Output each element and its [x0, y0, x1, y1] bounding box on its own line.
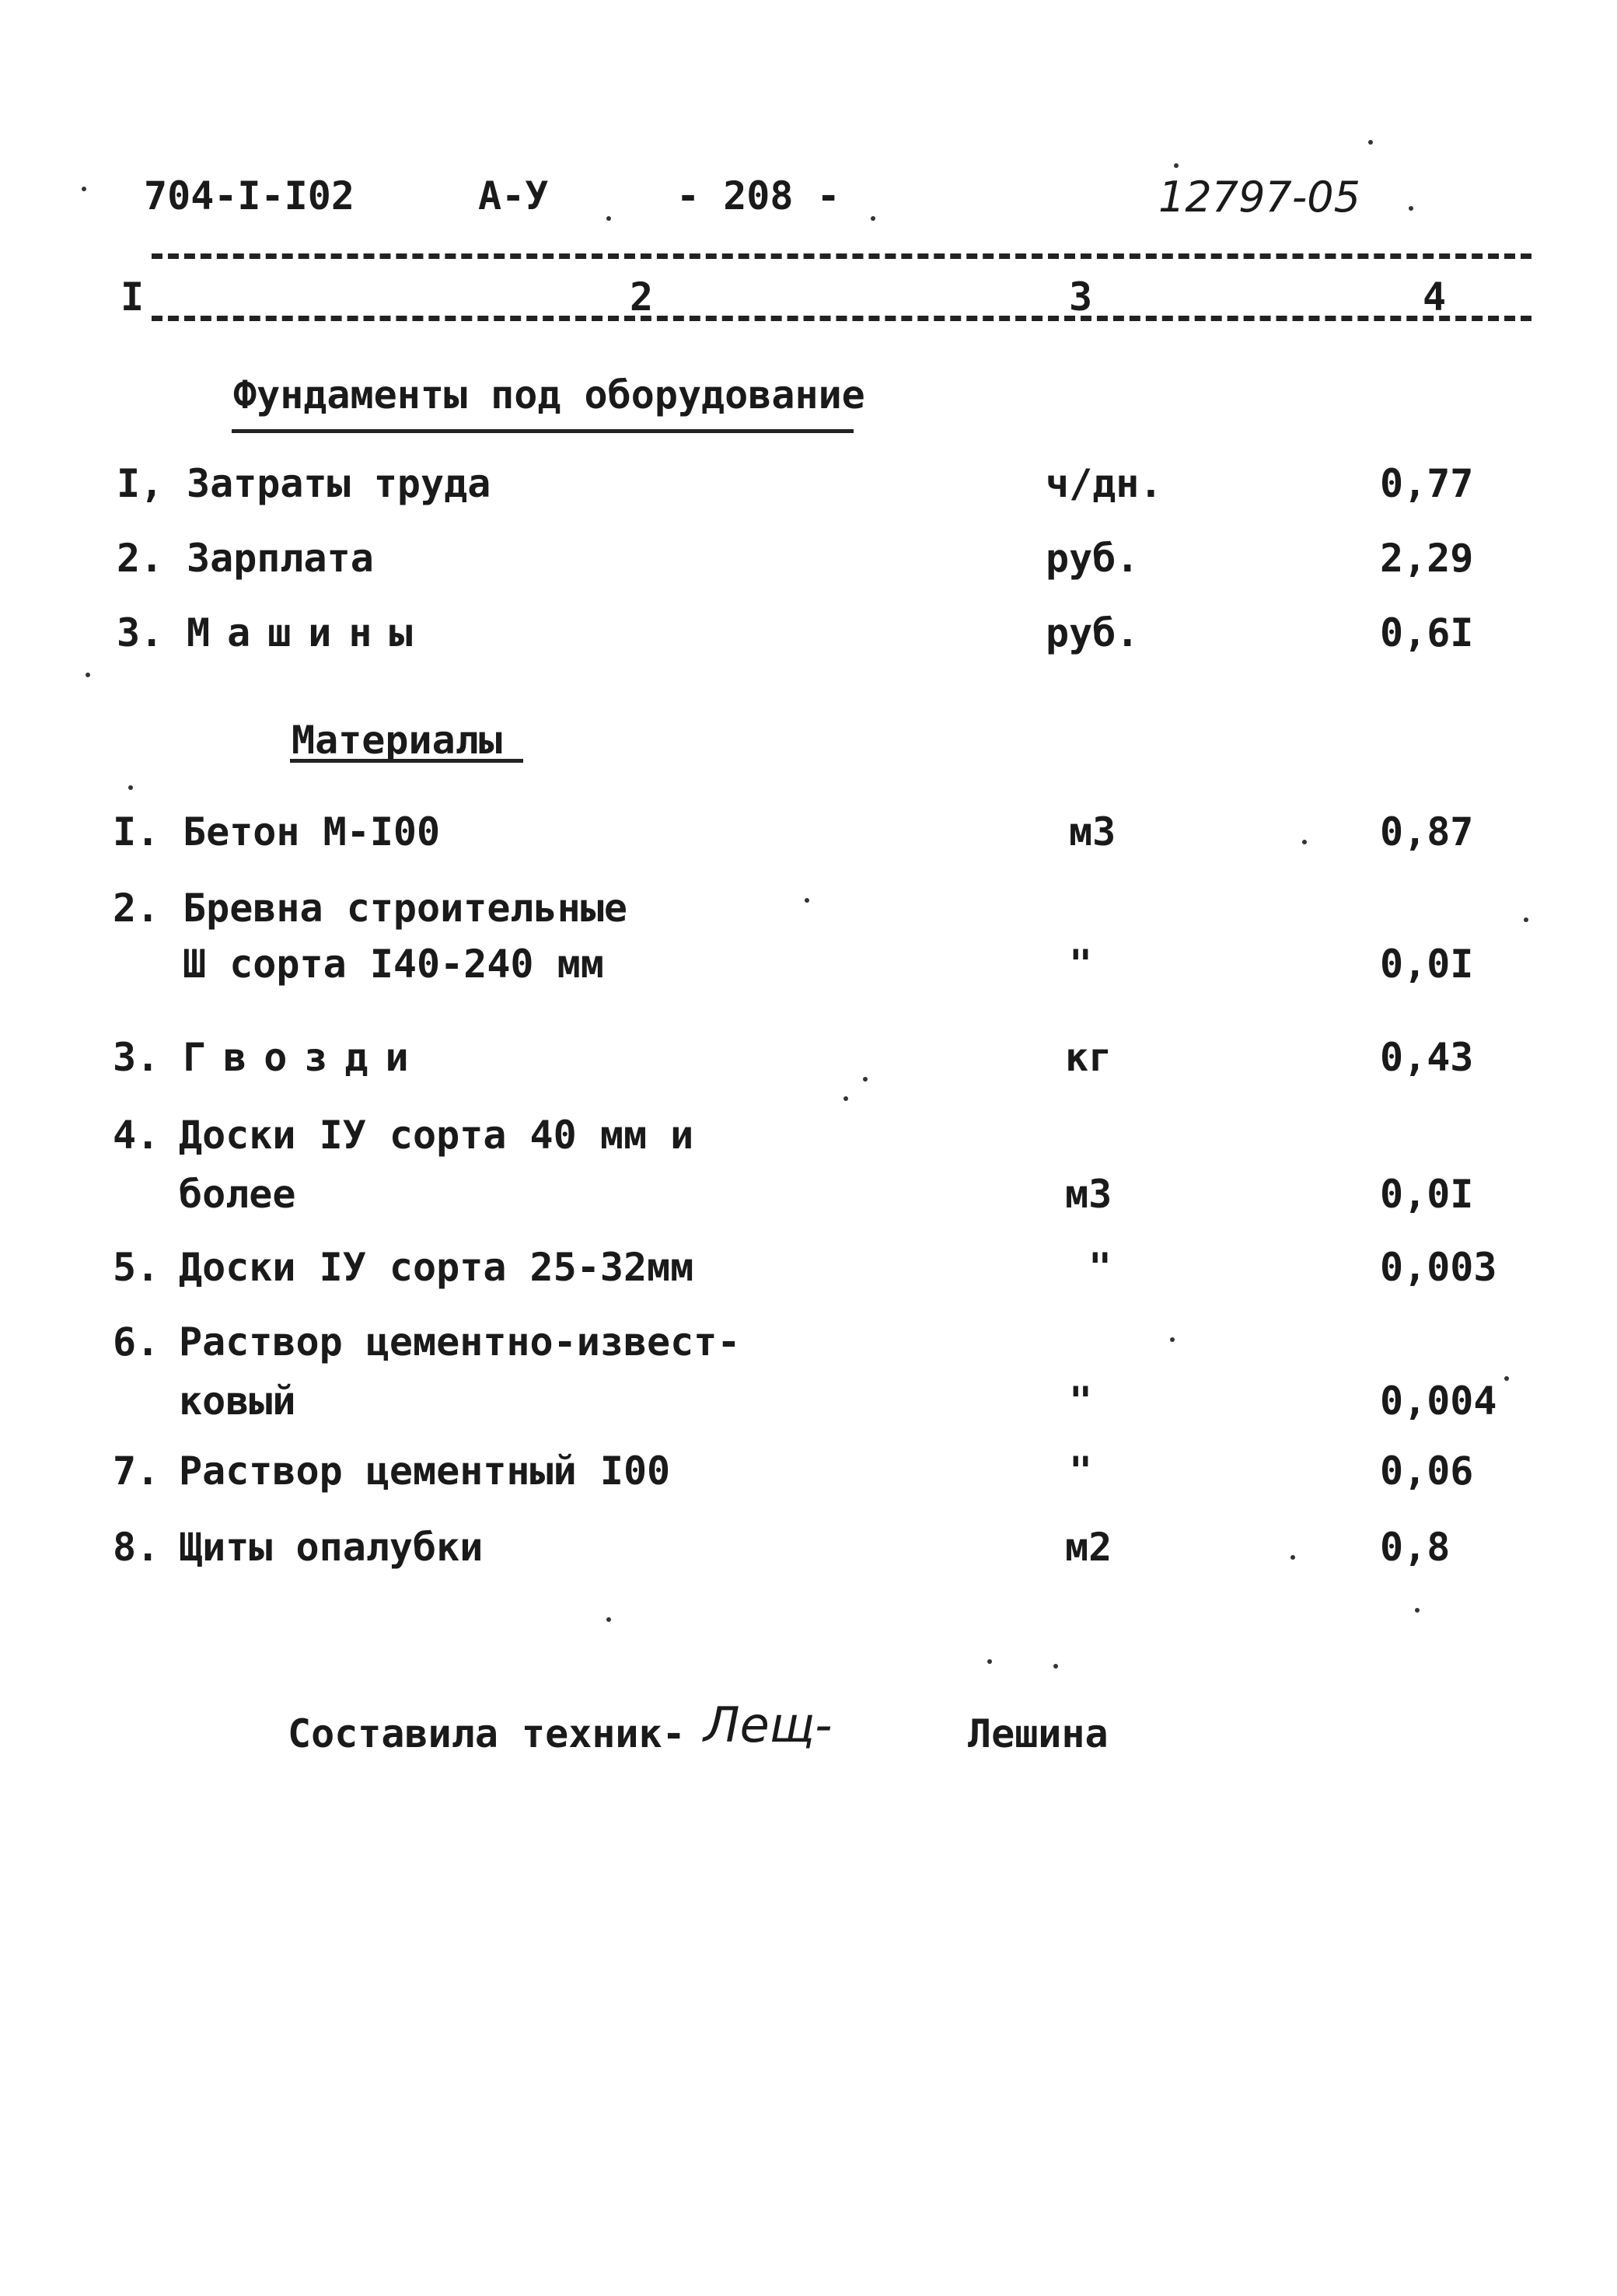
row-name: Доски IУ сорта 25-32мм — [179, 1245, 694, 1290]
row-name-continuation: ковый — [179, 1379, 296, 1424]
column-number-1: I — [120, 274, 145, 320]
row-unit: " — [1069, 1449, 1093, 1494]
row-value: 0,87 — [1380, 809, 1474, 854]
row-value: 0,003 — [1380, 1245, 1497, 1290]
handwritten-signature: Лещ- — [704, 1697, 833, 1753]
row-name: Доски IУ сорта 40 мм и — [179, 1113, 694, 1158]
row-unit: руб. — [1046, 610, 1140, 655]
section-title-underline — [290, 759, 523, 763]
row-name-continuation: Ш сорта I40-240 мм — [183, 942, 604, 987]
row-unit: ч/дн. — [1046, 461, 1163, 506]
row-name: Гвозди — [183, 1035, 426, 1080]
row-number: 7. — [113, 1449, 160, 1494]
row-name: Щиты опалубки — [179, 1525, 484, 1570]
row-name: Раствор цементно-извест- — [179, 1319, 741, 1365]
row-value: 0,004 — [1380, 1379, 1497, 1424]
section-title-foundations: Фундаменты под оборудование — [233, 372, 865, 418]
column-number-3: 3 — [1069, 274, 1093, 320]
row-unit: " — [1069, 1379, 1093, 1424]
row-value: 0,0I — [1380, 942, 1474, 987]
row-unit: руб. — [1046, 536, 1140, 581]
row-value: 0,43 — [1380, 1035, 1474, 1080]
row-value: 0,06 — [1380, 1449, 1474, 1494]
column-number-4: 4 — [1423, 274, 1447, 320]
row-number: 8. — [113, 1525, 160, 1570]
row-unit: м2 — [1065, 1525, 1112, 1570]
row-name-continuation: более — [179, 1172, 296, 1217]
row-value: 0,77 — [1380, 461, 1474, 506]
row-unit: " — [1069, 942, 1093, 987]
row-name: Зарплата — [187, 536, 374, 581]
page-number: - 208 - — [676, 173, 840, 218]
row-value: 2,29 — [1380, 536, 1474, 581]
row-name: Раствор цементный I00 — [179, 1449, 671, 1494]
row-number: 4. — [113, 1113, 160, 1158]
document-code: 704-I-I02 — [144, 173, 354, 218]
row-number: 3. — [117, 610, 164, 655]
row-number: 2. — [117, 536, 164, 581]
row-name: Бревна строительные — [183, 886, 627, 931]
section-title-materials: Материалы — [292, 718, 502, 763]
row-unit: м3 — [1065, 1172, 1112, 1217]
row-unit: кг — [1065, 1035, 1112, 1080]
row-name: Машины — [187, 610, 430, 655]
row-number: 5. — [113, 1245, 160, 1290]
row-number: I. — [113, 809, 160, 854]
header-divider-top — [152, 253, 1531, 259]
row-number: I, — [117, 461, 164, 506]
row-number: 3. — [113, 1035, 160, 1080]
column-number-2: 2 — [630, 274, 654, 320]
row-unit: м3 — [1069, 809, 1116, 854]
series-code: А-У — [478, 173, 549, 218]
compiled-by-label: Составила техник- — [288, 1711, 686, 1756]
row-value: 0,6I — [1380, 610, 1474, 655]
row-value: 0,8 — [1380, 1525, 1451, 1570]
row-name: Бетон М-I00 — [183, 809, 441, 854]
row-name: Затраты труда — [187, 461, 491, 506]
row-number: 6. — [113, 1319, 160, 1365]
section-title-underline — [232, 429, 854, 433]
row-unit: " — [1088, 1245, 1112, 1290]
row-number: 2. — [113, 886, 160, 931]
archive-number: 12797-05 — [1158, 173, 1360, 222]
row-value: 0,0I — [1380, 1172, 1474, 1217]
header-divider-bottom — [152, 316, 1531, 321]
compiler-name: Лешина — [968, 1711, 1109, 1756]
